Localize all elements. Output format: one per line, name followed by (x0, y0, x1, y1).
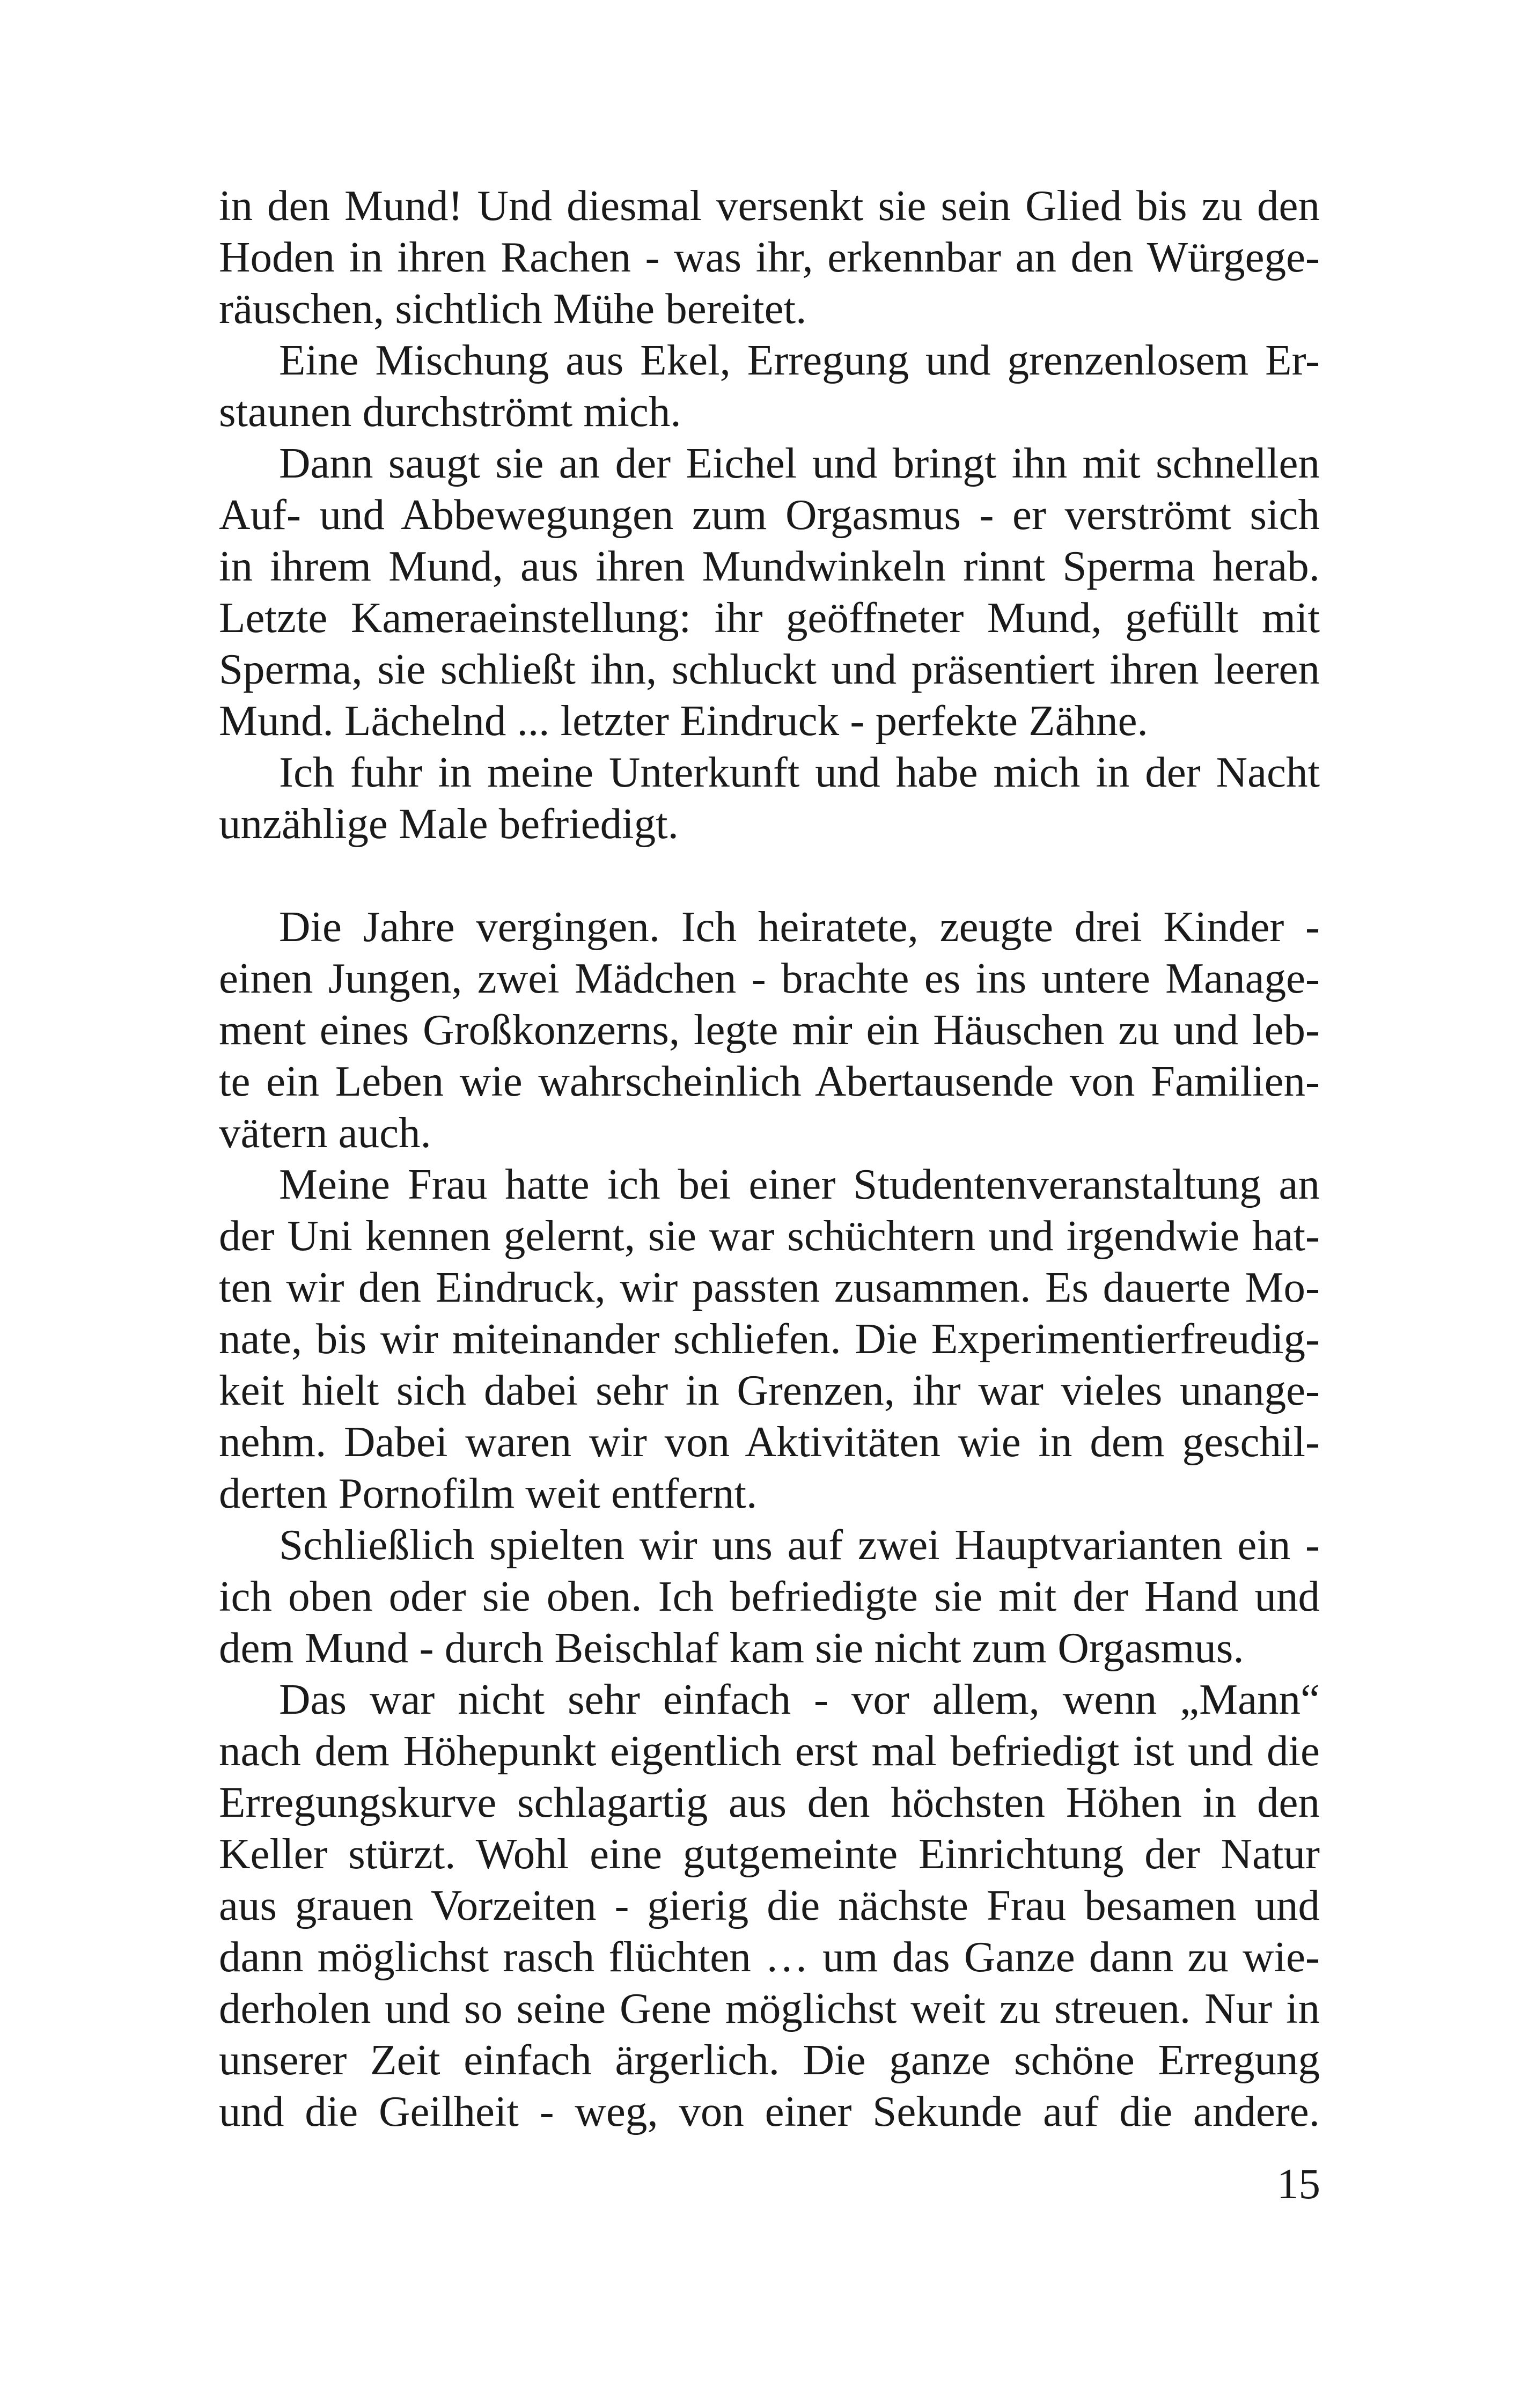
text-line: staunen durchströmt mich. (219, 387, 681, 436)
text-line: dem Mund - durch Beischlaf kam sie nicht zum Orgasmus. (219, 1624, 1244, 1672)
text-line: Dann saugt sie an der Eichel und bringt ihn mit schnellen (279, 439, 1320, 487)
text-line: in den Mund! Und diesmal versenkt sie sein Glied bis zu den (219, 181, 1320, 230)
text-line: te ein Leben wie wahrscheinlich Abertausende von Familien- (219, 1057, 1320, 1105)
text-line: und die Geilheit - weg, von einer Sekunde auf die andere. (219, 2087, 1320, 2135)
text-line: Hoden in ihren Rachen - was ihr, erkennbar an den Würgege- (219, 233, 1320, 281)
text-line: nach dem Höhepunkt eigentlich erst mal befriedigt ist und die (219, 1727, 1320, 1775)
text-line: aus grauen Vorzeiten - gierig die nächste Frau besamen und (219, 1881, 1320, 1929)
text-line: in ihrem Mund, aus ihren Mundwinkeln rinnt Sperma herab. (219, 542, 1320, 590)
text-line: Die Jahre vergingen. Ich heiratete, zeugte drei Kinder - (279, 902, 1320, 951)
text-line: Sperma, sie schließt ihn, schluckt und präsentiert ihren leeren (219, 645, 1320, 693)
text-line: Keller stürzt. Wohl eine gutgemeinte Einrichtung der Natur (219, 1830, 1320, 1878)
text-line: einen Jungen, zwei Mädchen - brachte es ins untere Manage- (219, 954, 1320, 1002)
text-line: unzählige Male befriedigt. (219, 799, 679, 848)
text-line: Eine Mischung aus Ekel, Erregung und grenzenlosem Er- (279, 336, 1320, 384)
text-line: Auf- und Abbewegungen zum Orgasmus - er verströmt sich (219, 490, 1320, 539)
text-line: derten Pornofilm weit entfernt. (219, 1469, 758, 1517)
text-line: räuschen, sichtlich Mühe bereitet. (219, 284, 807, 333)
text-line: Letzte Kameraeinstellung: ihr geöffneter Mund, gefüllt mit (219, 593, 1320, 642)
text-line: Meine Frau hatte ich bei einer Studentenveranstaltung an (279, 1160, 1320, 1208)
text-line: dann möglichst rasch flüchten … um das Ganze dann zu wie- (219, 1933, 1320, 1981)
page-body-text (219, 180, 1320, 2137)
text-line: ten wir den Eindruck, wir passten zusammen. Es dauerte Mo- (219, 1263, 1320, 1311)
text-line: ich oben oder sie oben. Ich befriedigte sie mit der Hand und (219, 1572, 1320, 1620)
page-number: 15 (1277, 2160, 1320, 2208)
text-line: Mund. Lächelnd ... letzter Eindruck - perfekte Zähne. (219, 696, 1148, 745)
text-line: der Uni kennen gelernt, sie war schüchtern und irgendwie hat- (219, 1212, 1320, 1260)
text-line: keit hielt sich dabei sehr in Grenzen, ihr war vieles unange- (219, 1366, 1320, 1414)
text-line: Schließlich spielten wir uns auf zwei Hauptvarianten ein - (279, 1521, 1320, 1569)
text-line: derholen und so seine Gene möglichst weit zu streuen. Nur in (219, 1984, 1320, 2032)
text-line: vätern auch. (219, 1108, 431, 1157)
text-line: nehm. Dabei waren wir von Aktivitäten wie in dem geschil- (219, 1418, 1320, 1466)
text-line: Ich fuhr in meine Unterkunft und habe mich in der Nacht (279, 748, 1320, 796)
text-line: unserer Zeit einfach ärgerlich. Die ganze schöne Erregung (219, 2036, 1320, 2084)
text-line: Erregungskurve schlagartig aus den höchsten Höhen in den (219, 1778, 1320, 1826)
text-line: nate, bis wir miteinander schliefen. Die Experimentierfreudig- (219, 1315, 1320, 1363)
text-line: Das war nicht sehr einfach - vor allem, wenn „Mann“ (279, 1675, 1320, 1723)
paragraph-gap (219, 849, 1320, 901)
text-line: ment eines Großkonzerns, legte mir ein Häuschen zu und leb- (219, 1005, 1320, 1054)
